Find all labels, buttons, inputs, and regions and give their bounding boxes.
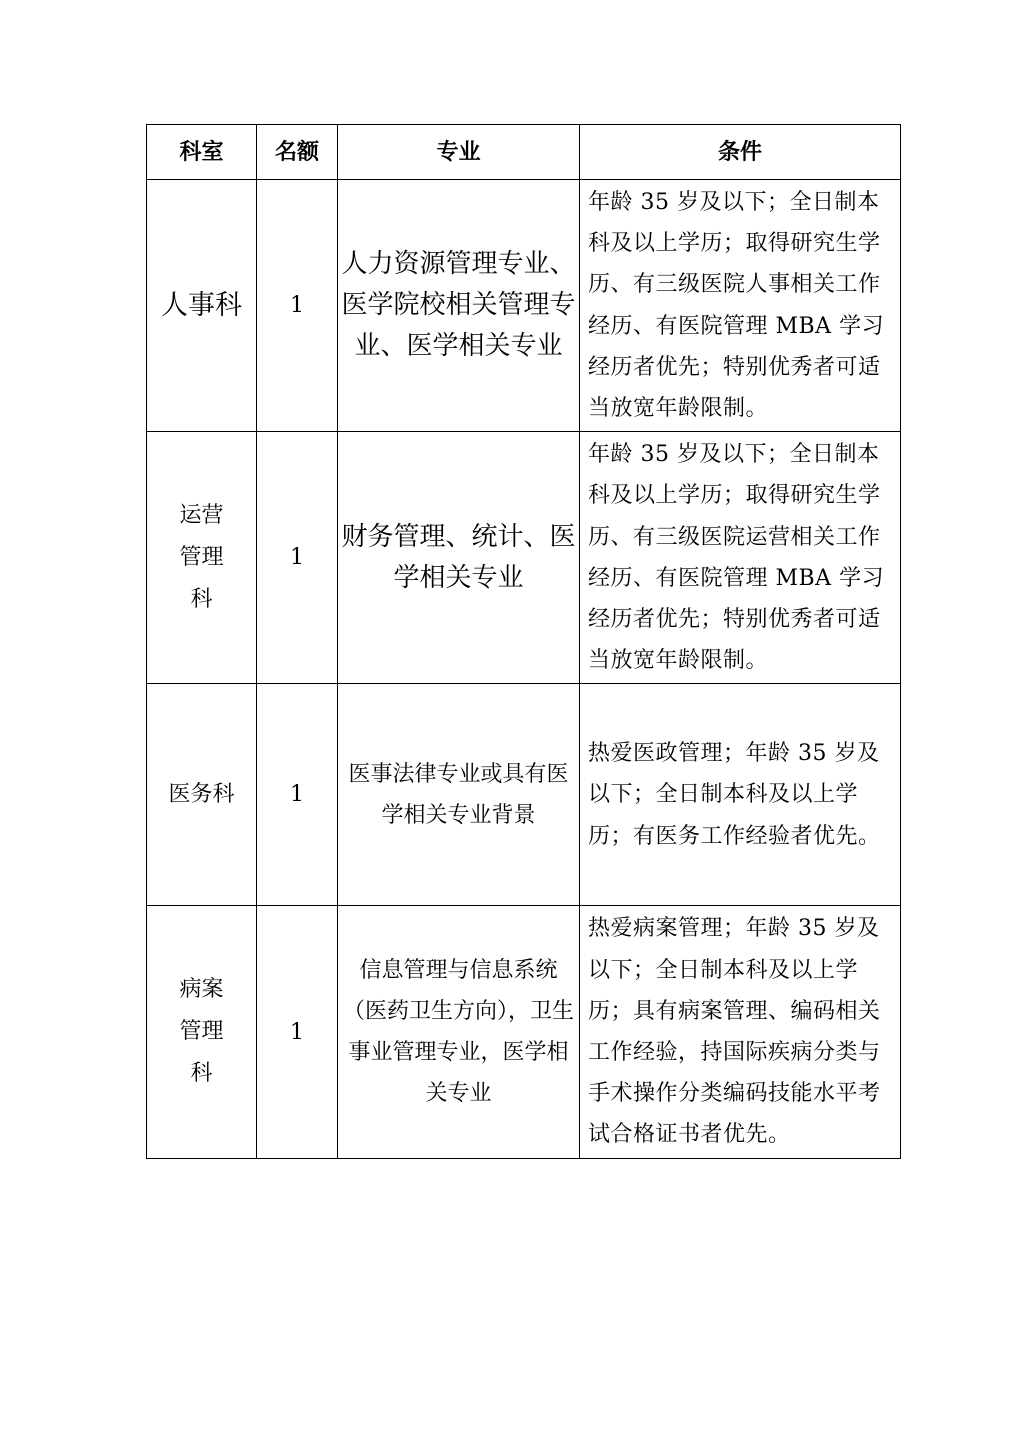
- quota-cell: [257, 432, 338, 684]
- dept-cell: [147, 906, 257, 1158]
- recruitment-table: [146, 124, 901, 1159]
- condition-text: 年龄 35 岁及以下；全日制本科及以上学历；取得研究生学历、有三级医院人事相关工作经历、有医院管理 MBA 学习经历者优先；特别优秀者可适当放宽年龄限制。: [588, 190, 885, 422]
- dept-text: 人事科: [161, 289, 242, 321]
- table-row: [147, 180, 901, 432]
- header-quota: 名额: [257, 125, 338, 180]
- table-row: [147, 906, 901, 1158]
- dept-text: 医务科: [168, 781, 235, 807]
- condition-cell: [580, 906, 901, 1158]
- major-text: 人力资源管理专业、医学院校相关管理专业、医学相关专业: [341, 249, 576, 362]
- major-text: 财务管理、统计、医学相关专业: [341, 521, 576, 593]
- header-dept: 科室: [147, 125, 257, 180]
- condition-text: 年龄 35 岁及以下；全日制本科及以上学历；取得研究生学历、有三级医院运营相关工作经历、有医院管理 MBA 学习经历者优先；特别优秀者可适当放宽年龄限制。: [588, 442, 885, 674]
- condition-cell: [580, 432, 901, 684]
- table-header-row: [147, 125, 901, 180]
- condition-cell: [580, 180, 901, 432]
- dept-text: 运营管理科: [179, 502, 224, 612]
- major-cell: [338, 906, 580, 1158]
- quota-text: 1: [290, 782, 304, 808]
- dept-text: 病案管理科: [179, 977, 224, 1087]
- dept-cell: [147, 432, 257, 684]
- major-cell: [338, 432, 580, 684]
- quota-text: 1: [290, 1019, 304, 1045]
- major-text: 医事法律专业或具有医学相关专业背景: [348, 761, 569, 828]
- major-text: 信息管理与信息系统（医药卫生方向），卫生事业管理专业，医学相关专业: [342, 958, 574, 1107]
- dept-cell: [147, 684, 257, 906]
- quota-text: 1: [290, 545, 304, 571]
- quota-cell: [257, 180, 338, 432]
- header-condition: 条件: [580, 125, 901, 180]
- major-cell: [338, 684, 580, 906]
- header-major: 专业: [338, 125, 580, 180]
- condition-cell: [580, 684, 901, 906]
- condition-text: 热爱医政管理；年龄 35 岁及以下；全日制本科及以上学历；有医务工作经验者优先。: [588, 741, 881, 849]
- dept-cell: [147, 180, 257, 432]
- quota-cell: [257, 906, 338, 1158]
- quota-cell: [257, 684, 338, 906]
- quota-text: 1: [290, 293, 304, 319]
- major-cell: [338, 180, 580, 432]
- table-row: [147, 684, 901, 906]
- table-row: [147, 432, 901, 684]
- condition-text: 热爱病案管理；年龄 35 岁及以下；全日制本科及以上学历；具有病案管理、编码相关工作经验，持国际疾病分类与手术操作分类编码技能水平考试合格证书者优先。: [588, 916, 881, 1148]
